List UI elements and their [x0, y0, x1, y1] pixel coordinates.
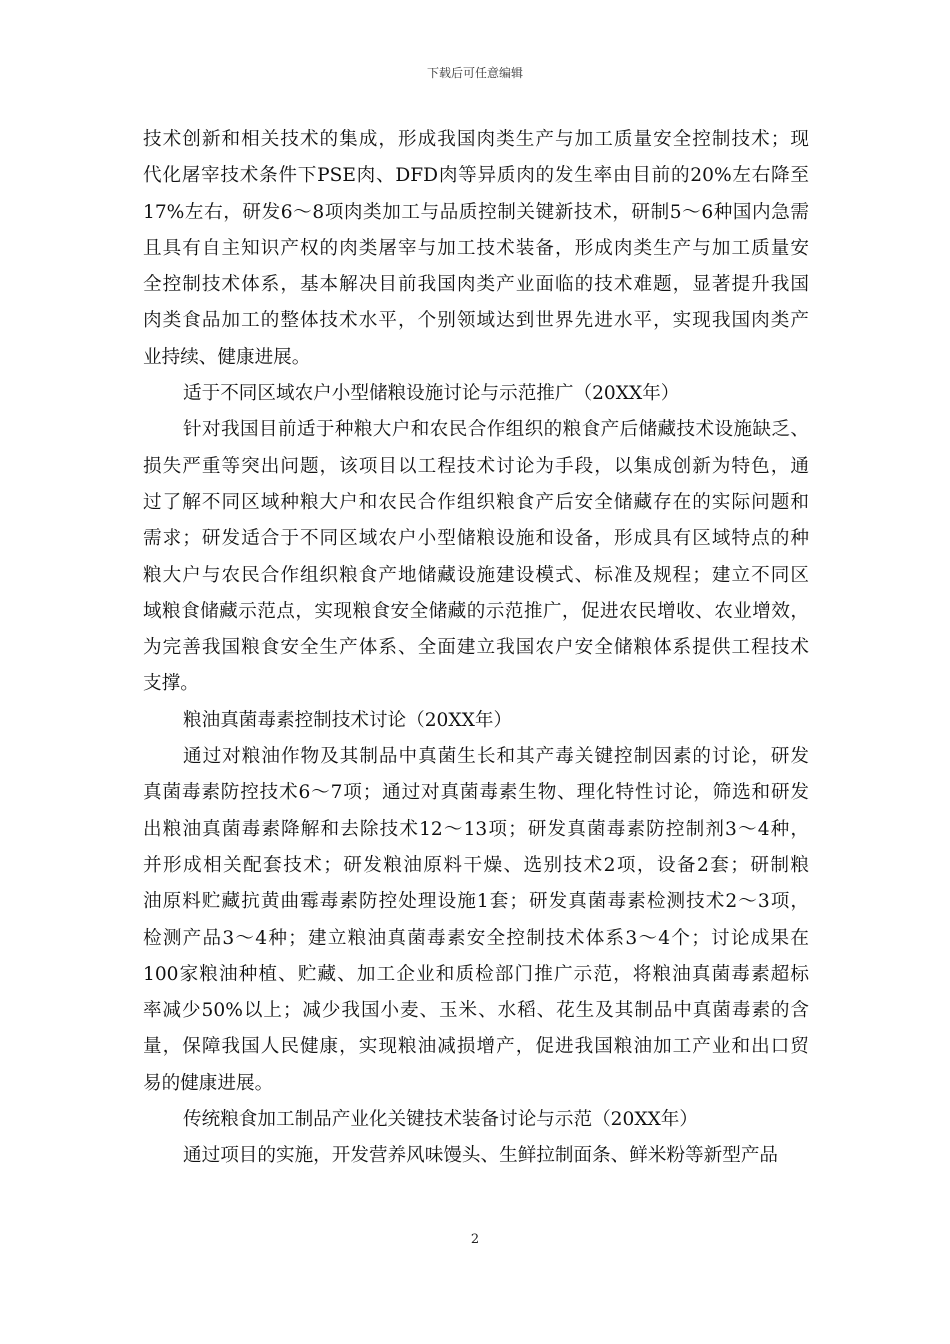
paragraph-line: 且具有自主知识产权的肉类屠宰与加工技术装备，形成肉类生产与加工质量安	[143, 237, 809, 259]
section-heading: 粮油真菌毒素控制技术讨论（20XX年）	[183, 709, 513, 731]
paragraph-line: 域粮食储藏示范点，实现粮食安全储藏的示范推广，促进农民增收、农业增效，	[143, 600, 809, 622]
paragraph-line: 支撑。	[143, 673, 199, 695]
paragraph-line: 率减少50%以上；减少我国小麦、玉米、水稻、花生及其制品中真菌毒素的含	[143, 1000, 809, 1022]
paragraph-line: 油原料贮藏抗黄曲霉毒素防控处理设施1套；研发真菌毒素检测技术2～3项，	[143, 891, 809, 913]
page-number: 2	[470, 1232, 480, 1247]
paragraph-line: 通过对粮油作物及其制品中真菌生长和其产毒关键控制因素的讨论，研发	[183, 746, 809, 768]
paragraph-line: 100家粮油种植、贮藏、加工企业和质检部门推广示范，将粮油真菌毒素超标	[143, 963, 809, 985]
page-header: 下载后可任意编辑	[426, 66, 523, 80]
paragraph-line: 全控制技术体系，基本解决目前我国肉类产业面临的技术难题，显著提升我国	[143, 274, 809, 296]
paragraph-line: 17%左右，研发6～8项肉类加工与品质控制关键新技术，研制5～6种国内急需	[143, 201, 809, 223]
paragraph-line: 出粮油真菌毒素降解和去除技术12～13项；研发真菌毒素防控制剂3～4种，	[143, 818, 809, 840]
paragraph-line: 粮大户与农民合作组织粮食产地储藏设施建设模式、标准及规程；建立不同区	[143, 564, 809, 586]
paragraph-line: 真菌毒素防控技术6～7项；通过对真菌毒素生物、理化特性讨论，筛选和研发	[143, 782, 809, 804]
paragraph-line: 需求；研发适合于不同区域农户小型储粮设施和设备，形成具有区域特点的种	[143, 528, 809, 550]
paragraph-line: 针对我国目前适于种粮大户和农民合作组织的粮食产后储藏技术设施缺乏、	[183, 419, 809, 441]
paragraph-line: 损失严重等突出问题，该项目以工程技术讨论为手段，以集成创新为特色，通	[143, 455, 809, 477]
paragraph-line: 为完善我国粮食安全生产体系、全面建立我国农户安全储粮体系提供工程技术	[143, 637, 809, 659]
paragraph-line: 过了解不同区域种粮大户和农民合作组织粮食产后安全储藏存在的实际问题和	[143, 491, 809, 513]
paragraph-line: 并形成相关配套技术；研发粮油原料干燥、选别技术2项，设备2套；研制粮	[143, 854, 809, 876]
paragraph-line: 肉类食品加工的整体技术水平，个别领域达到世界先进水平，实现我国肉类产	[143, 310, 809, 332]
paragraph-line: 技术创新和相关技术的集成，形成我国肉类生产与加工质量安全控制技术；现	[143, 129, 809, 150]
section-heading: 适于不同区域农户小型储粮设施讨论与示范推广（20XX年）	[183, 383, 680, 405]
paragraph-line: 通过项目的实施，开发营养风味馒头、生鲜拉制面条、鲜米粉等新型产品	[183, 1145, 779, 1167]
paragraph-line: 检测产品3～4种；建立粮油真菌毒素安全控制技术体系3～4个；讨论成果在	[143, 927, 809, 949]
paragraph-line: 量，保障我国人民健康，实现粮油减损增产，促进我国粮油加工产业和出口贸	[143, 1036, 809, 1058]
document-body	[143, 122, 809, 1175]
section-heading: 传统粮食加工制品产业化关键技术装备讨论与示范（20XX年）	[183, 1109, 698, 1131]
paragraph-line: 代化屠宰技术条件下PSE肉、DFD肉等异质肉的发生率由目前的20%左右降至	[143, 165, 809, 187]
paragraph-line: 易的健康进展。	[143, 1072, 274, 1094]
paragraph-line: 业持续、健康进展。	[143, 346, 311, 368]
